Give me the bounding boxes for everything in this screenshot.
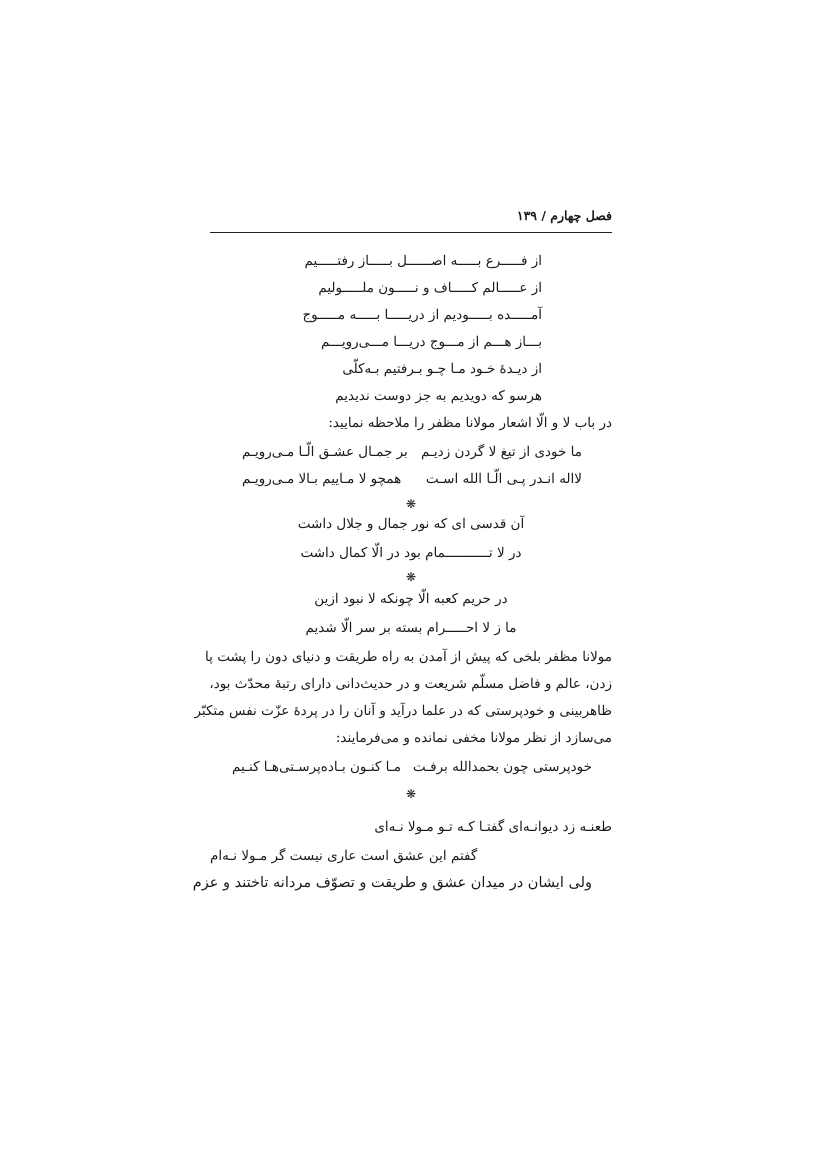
verse-line: آن قدسی ای که نور جمال و جلال داشت (297, 516, 525, 532)
intro-line: در باب لا و الّا اشعار مولانا مظفر را ملاحظه نمایید: (328, 415, 612, 431)
poem-line: بـــاز هـــم از مـــوج دریـــا مـــی‌رویـــم (321, 334, 542, 350)
separator-ornament: ❋ (405, 497, 417, 511)
poem-line: از عـــــالم کـــــاف و نـــــون ملـــــولیم (318, 280, 542, 296)
verse-line: طعنـه زد دیوانـه‌ای گفتـا کـه تـو مـولا نـه‌ای (374, 819, 612, 835)
poem-line: از فـــــرع بـــــه اصــــــل بـــــاز رفتـــــیم (304, 253, 542, 269)
separator-ornament: ❋ (405, 570, 417, 584)
separator-ornament: ❋ (405, 787, 417, 801)
verse-line: در حریم کعبه الّا چونکه لا نبود ازین (314, 591, 508, 607)
poem-line: از دیـدهٔ خـود مـا چـو بـرفتیم بـه‌کلّی (342, 361, 542, 377)
couplet (242, 443, 582, 461)
paragraph-line: زدن، عالم و فاضل مسلّم شریعت و در حدیث‌دانی دارای رتبهٔ محدّث بود، (209, 676, 612, 692)
running-head: فصل چهارم / ۱۳۹ (516, 208, 612, 223)
hemistich-first: لااله انـدر پـی الّـا الله اسـت (425, 471, 582, 487)
verse-line: ما ز لا احـــــرام بسته بر سر الّا شدیم (305, 620, 517, 636)
hemistich-first: خودپرستی چون بحمدالله برفـت (412, 759, 592, 775)
hemistich-first: ما خودی از تیغ لا گردن زدیـم (420, 444, 582, 460)
hemistich-second: همچو لا مـاییم بـالا مـی‌رویـم (242, 471, 402, 487)
couplet (232, 758, 592, 776)
hemistich-second: بر جمـال عشـق الّـا مـی‌رویـم (242, 444, 408, 460)
paragraph-line: مولانا مظفر بلخی که پیش از آمدن به راه طریقت و دنیای دون را پشت پا (205, 649, 612, 665)
couplet (242, 470, 582, 488)
text-block (192, 0, 612, 1169)
poem-line: هرسو که دویدیم به جز دوست ندیدیم (335, 388, 542, 404)
poem-line: آمـــــده بـــــودیم از دریـــــا بـــــه مـــــوج (302, 307, 542, 323)
hemistich-second: مـا کنـون بـاده‌پرسـتی‌هـا کنـیم (232, 759, 401, 775)
final-line: ولی ایشان در میدان عشق و طریقت و تصوّف مردانه تاختند و عزم (192, 875, 592, 891)
verse-line: گفتم این عشق است عاری نیست گر مـولا نـه‌ام (210, 848, 478, 864)
paragraph-line: می‌سازد از نظر مولانا مخفی نمانده و می‌فرمایند: (335, 730, 612, 746)
paragraph-line: ظاهربینی و خودپرستی که در علما درآید و آنان را در پردهٔ عزّت نفس متکبّر (194, 703, 612, 719)
verse-line: در لا تـــــــــــمام بود در الّا کمال داشت (300, 545, 522, 561)
